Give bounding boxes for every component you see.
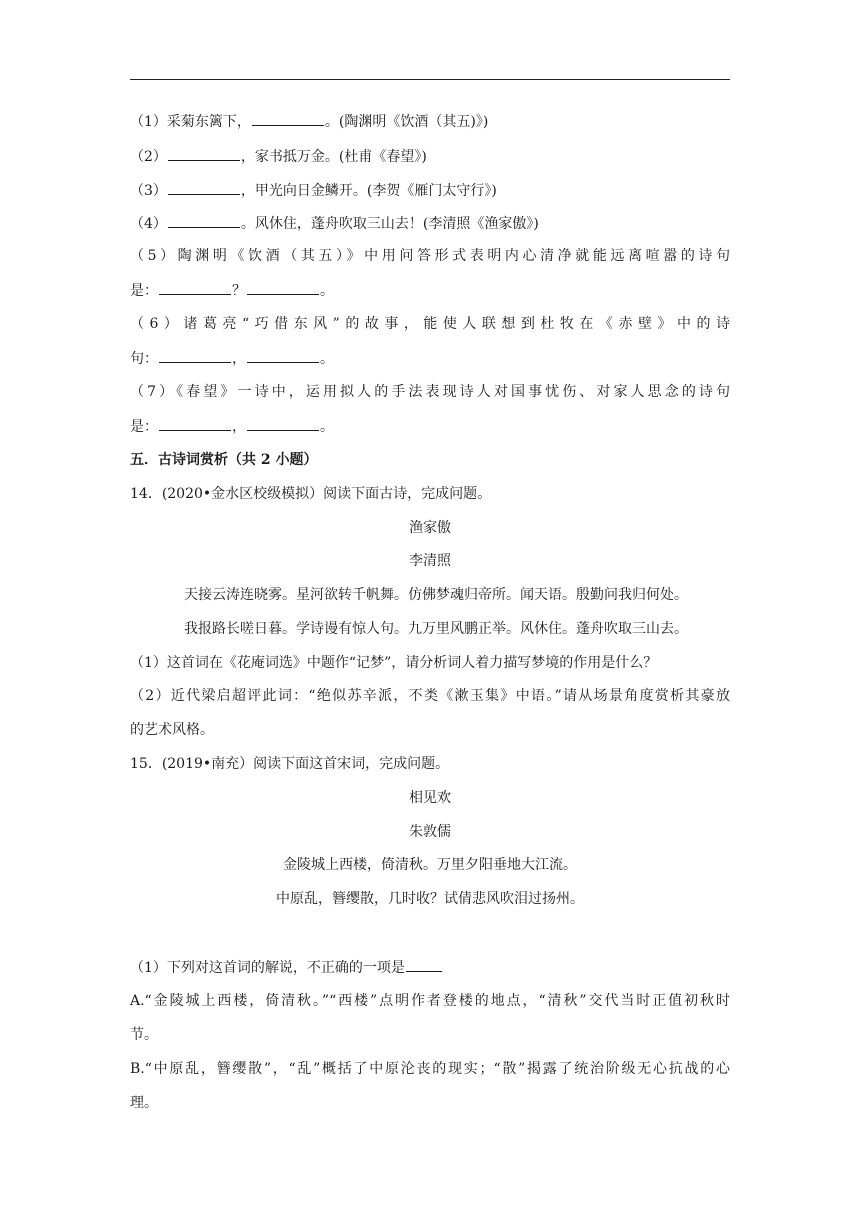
poem-line: 天接云涛连晓雾。星河欲转千帆舞。仿佛梦魂归帝所。闻天语。殷勤问我归何处。 <box>184 587 688 603</box>
question-4-1: （1）采菊东篱下， 。(陶渊明《饮酒（其五)》) <box>130 111 730 132</box>
question-14-sub2-line1: （2）近代梁启超评此词：“绝似苏辛派，不类《漱玉集》中语。”请从场景角度赏析其豪放 <box>130 688 730 704</box>
question-4-5-line2: 是： ？ 。 <box>130 280 730 301</box>
answer-blank <box>247 348 319 363</box>
question-4-5-line1: （5）陶渊明《饮酒（其五）》中用问答形式表明内心清净就能远离喧嚣的诗句 <box>130 248 730 264</box>
question-4-4: （4） 。风休住，蓬舟吹取三山去！(李清照《渔家傲》) <box>130 213 730 234</box>
option-a-line2: 节。 <box>130 1027 158 1043</box>
answer-blank <box>159 416 231 431</box>
question-14-intro: 14．(2020•金水区校级模拟）阅读下面古诗，完成问题。 <box>130 486 492 502</box>
question-4-6-line2: 句： ， 。 <box>130 348 730 369</box>
option-a-line1: A.“金陵城上西楼，倚清秋。”“西楼”点明作者登楼的地点，“清秋”交代当时正值初秋时 <box>130 993 730 1009</box>
question-4-7-line1: （7）《春望》一诗中，运用拟人的手法表现诗人对国事忧伤、对家人思念的诗句 <box>130 384 730 400</box>
answer-blank <box>168 180 240 195</box>
answer-blank <box>247 280 319 295</box>
answer-blank <box>168 213 240 228</box>
poem-line: 我报路长嗟日暮。学诗谩有惊人句。九万里风鹏正举。风休住。蓬舟吹取三山去。 <box>184 621 688 637</box>
question-15-sub1: （1）下列对这首词的解说，不正确的一项是 <box>130 957 730 978</box>
question-15-intro: 15．(2019•南充）阅读下面这首宋词，完成问题。 <box>130 756 450 772</box>
answer-blank <box>159 280 231 295</box>
answer-blank <box>406 957 442 972</box>
poem-line: 金陵城上西楼，倚清秋。万里夕阳垂地大江流。 <box>283 857 577 873</box>
question-4-6-line1: （6）诸葛亮“巧借东风”的故事，能使人联想到杜牧在《赤壁》中的诗 <box>130 316 730 332</box>
answer-blank <box>168 146 240 161</box>
question-4-7-line2: 是： ， 。 <box>130 416 730 437</box>
header-rule <box>130 79 730 80</box>
answer-blank <box>247 416 319 431</box>
answer-blank <box>159 348 231 363</box>
poem-title: 相见欢 <box>409 790 451 806</box>
poem-author: 朱敦儒 <box>409 824 451 840</box>
answer-blank <box>252 111 324 126</box>
option-b-line2: 理。 <box>130 1095 158 1111</box>
poem-line: 中原乱，簪缨散，几时收？试倩悲风吹泪过扬州。 <box>276 891 584 907</box>
poem-title: 渔家傲 <box>409 520 451 536</box>
option-b-line1: B.“中原乱，簪缨散”，“乱”概括了中原沦丧的现实；“散”揭露了统治阶级无心抗战的心 <box>130 1061 730 1077</box>
poem-author: 李清照 <box>409 553 451 569</box>
question-4-2: （2） ，家书抵万金。(杜甫《春望》) <box>130 146 730 167</box>
question-14-sub1: （1）这首词在《花庵词选》中题作“记梦”，请分析词人着力描写梦境的作用是什么？ <box>130 655 658 671</box>
question-4-3: （3） ，甲光向日金鳞开。(李贺《雁门太守行》) <box>130 180 730 201</box>
question-14-sub2-line2: 的艺术风格。 <box>130 722 214 738</box>
section-heading: 五．古诗词赏析（共 2 小题） <box>130 452 318 468</box>
